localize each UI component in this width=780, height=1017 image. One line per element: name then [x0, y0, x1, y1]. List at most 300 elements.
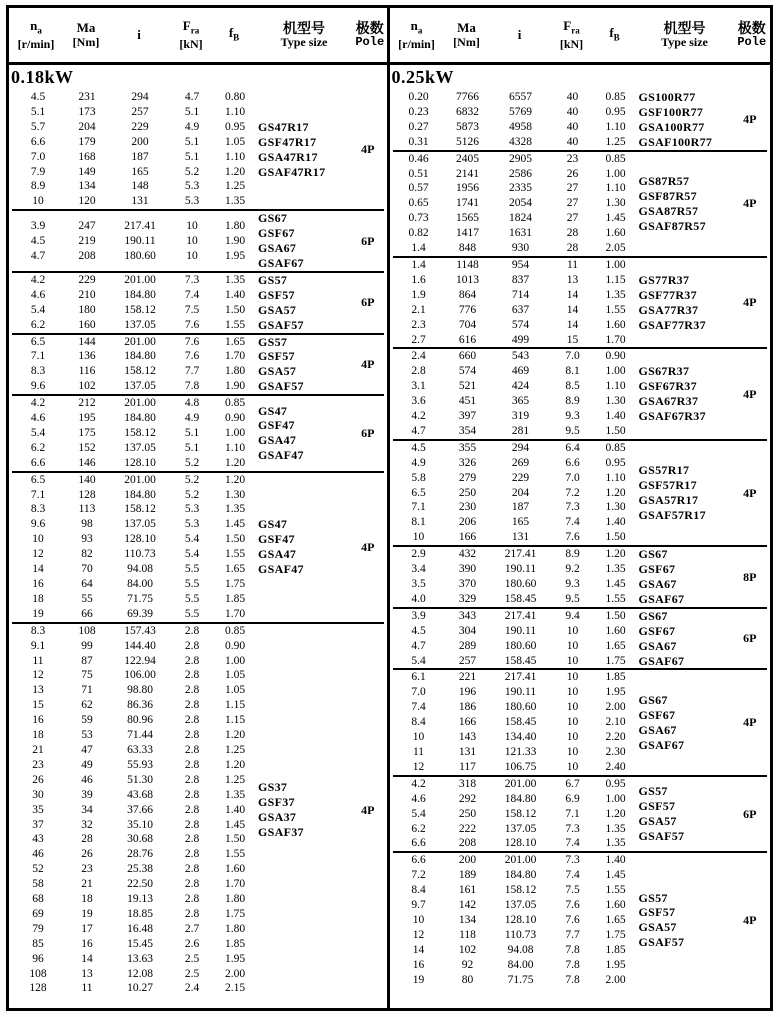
table-cell: 9.7: [411, 899, 426, 912]
table-cell: 247: [78, 219, 96, 232]
table-cell: 16.48: [127, 922, 153, 935]
type-size-label: GSF67: [638, 562, 676, 577]
table-cell: 2.8: [184, 699, 200, 712]
table-cell: 13: [81, 967, 93, 980]
header-unit: Type size: [661, 35, 708, 49]
table-half-0-25kw: [390, 8, 771, 1008]
table-row: [393, 471, 639, 486]
table-cell: 160: [78, 318, 96, 331]
pole-label: 4P: [361, 802, 375, 817]
table-row: [393, 273, 639, 288]
table-cell: 0.85: [224, 397, 246, 410]
table-cell: 1.10: [224, 105, 246, 118]
table-cell: 7.4: [184, 288, 200, 301]
table-cell: 1.40: [224, 288, 246, 301]
table-cell: 75: [81, 669, 93, 682]
table-cell: 1.10: [224, 150, 246, 163]
table-cell: 15.45: [127, 937, 153, 950]
table-cell: 1.55: [224, 848, 246, 861]
table-cell: 12: [412, 760, 425, 773]
table-cell: 2.8: [184, 654, 200, 667]
table-row: [12, 952, 258, 967]
type-size-label: GSF47R17: [258, 134, 317, 149]
table-cell: 10: [566, 624, 579, 637]
table-cell: 6.5: [30, 335, 46, 348]
table-cell: 184.80: [124, 412, 156, 425]
table-cell: 1.40: [605, 410, 626, 423]
table-cell: 6557: [509, 91, 532, 103]
table-cell: 116: [78, 365, 96, 378]
table-cell: 1.35: [605, 822, 626, 835]
table-cell: 2.6: [184, 937, 200, 950]
table-cell: 1.15: [224, 714, 246, 727]
header-cell-3: [550, 19, 594, 52]
group-models: [639, 463, 739, 523]
type-size-label: GS87R57: [638, 173, 690, 188]
table-row: [12, 847, 258, 862]
type-size-label: GS47R17: [258, 119, 309, 134]
table-cell: 0.23: [408, 105, 429, 118]
table-cell: 21: [32, 743, 44, 756]
table-cell: 180.60: [504, 701, 537, 714]
table-cell: 370: [458, 578, 477, 590]
table-cell: 1.85: [605, 671, 626, 684]
table-cell: 69.39: [127, 607, 153, 620]
table-cell: 18: [81, 893, 93, 906]
table-cell: 2.7: [184, 922, 200, 935]
table-cell: 1.40: [605, 516, 626, 529]
table-cell: 1.45: [605, 578, 626, 590]
table-row: [393, 196, 639, 211]
table-cell: 168: [78, 150, 96, 163]
table-cell: 55: [81, 592, 93, 605]
table-cell: 4.5: [411, 624, 426, 637]
type-group: [12, 209, 384, 271]
table-cell: 93: [81, 533, 93, 546]
header-label-subscript: B: [233, 32, 240, 43]
table-cell: 186: [458, 701, 477, 714]
table-cell: 210: [78, 288, 96, 301]
header-unit: Pole: [737, 35, 767, 49]
table-cell: 1.05: [224, 135, 246, 148]
table-row: [393, 913, 639, 928]
table-cell: 2.8: [184, 878, 200, 891]
type-size-label: GSA57R17: [638, 493, 699, 508]
table-row: [393, 379, 639, 394]
table-cell: 1.85: [224, 937, 246, 950]
table-cell: 5.5: [184, 607, 200, 620]
table-cell: 7.4: [565, 869, 580, 882]
table-row: [393, 700, 639, 715]
pole-label: 4P: [743, 386, 757, 401]
table-cell: 1.45: [224, 818, 246, 831]
table-cell: 714: [511, 288, 530, 301]
table-cell: 4328: [509, 135, 532, 148]
table-row: [393, 120, 639, 135]
group-data: [12, 219, 258, 264]
table-cell: 175: [78, 426, 96, 439]
table-cell: 6.5: [30, 473, 46, 486]
table-cell: 2.8: [184, 743, 200, 756]
table-cell: 219: [78, 234, 96, 247]
type-size-label: GSAF67: [638, 653, 685, 668]
table-row: [12, 773, 258, 788]
table-cell: 1631: [509, 227, 532, 240]
type-size-label: GS67: [258, 211, 288, 226]
table-cell: 8.4: [411, 884, 426, 897]
type-size-label: GSF57: [638, 799, 676, 814]
table-cell: 4.9: [411, 456, 426, 469]
table-cell: 40: [566, 120, 579, 133]
header-unit: [kN]: [179, 37, 203, 52]
table-cell: 2.8: [184, 714, 200, 727]
table-cell: 5.3: [184, 195, 200, 208]
table-cell: 8.1: [411, 516, 426, 529]
table-cell: 37: [32, 818, 44, 831]
table-cell: 102: [458, 943, 477, 956]
table-cell: 70: [81, 563, 93, 576]
table-cell: 137.05: [504, 899, 537, 912]
table-row: [393, 624, 639, 639]
header-cell-1: [63, 21, 109, 49]
table-cell: 80: [461, 973, 474, 986]
table-cell: 118: [459, 928, 476, 941]
table-cell: 7.9: [30, 165, 46, 178]
table-cell: 1.95: [605, 686, 626, 699]
table-cell: 7.3: [565, 822, 580, 835]
type-size-label: GSAF57: [638, 828, 685, 843]
table-cell: 954: [511, 258, 530, 271]
table-cell: 128: [29, 982, 47, 995]
table-cell: 1.95: [605, 958, 626, 971]
table-cell: 4.6: [411, 792, 426, 805]
table-row: [12, 303, 258, 318]
table-cell: 15: [32, 699, 44, 712]
table-row: [393, 792, 639, 807]
table-cell: 7.6: [184, 335, 200, 348]
table-cell: 71.75: [507, 973, 534, 986]
type-size-label: GSAF57R17: [638, 507, 706, 522]
table-cell: 1.40: [224, 803, 246, 816]
table-cell: 17: [81, 922, 93, 935]
table-row: [12, 607, 258, 622]
type-group: [393, 256, 768, 347]
table-row: [393, 152, 639, 167]
type-size-label: GS67: [638, 608, 668, 623]
table-cell: 7.7: [565, 928, 580, 941]
table-row: [393, 424, 639, 439]
table-row: [12, 547, 258, 562]
table-cell: 469: [511, 365, 530, 378]
table-cell: 58: [32, 878, 44, 891]
table-cell: 5.7: [30, 120, 46, 133]
table-row: [393, 898, 639, 913]
table-row: [393, 409, 639, 424]
group-models: [639, 364, 739, 424]
table-cell: 5.2: [184, 488, 200, 501]
table-cell: 140: [78, 473, 96, 486]
table-cell: 2.20: [605, 731, 626, 744]
table-cell: 7.3: [565, 854, 580, 867]
table-row: [12, 456, 258, 471]
table-cell: 6.6: [411, 837, 426, 850]
table-cell: 134: [78, 180, 96, 193]
table-row: [12, 273, 258, 288]
table-cell: 1.85: [224, 592, 246, 605]
table-cell: 1.10: [605, 120, 626, 133]
table-cell: 19: [412, 973, 425, 986]
table-cell: 99: [81, 639, 93, 652]
table-cell: 2.8: [184, 848, 200, 861]
table-cell: 26: [566, 167, 579, 180]
type-size-label: GSA77R37: [638, 302, 699, 317]
table-cell: 46: [32, 848, 44, 861]
table-cell: 0.90: [224, 412, 246, 425]
table-cell: 2.8: [184, 863, 200, 876]
table-cell: 79: [32, 922, 44, 935]
table-cell: 2.4: [184, 982, 200, 995]
group-data: [393, 258, 639, 347]
table-cell: 1.30: [224, 488, 246, 501]
type-size-label: GSA67: [638, 638, 677, 653]
type-size-label: GS57: [258, 272, 288, 287]
table-cell: 121.33: [504, 745, 537, 758]
table-cell: 158.12: [124, 365, 156, 378]
table-cell: 26: [32, 773, 44, 786]
group-data: [12, 624, 258, 997]
header-label-subscript: ra: [190, 25, 200, 36]
header-cell-4: [213, 26, 255, 45]
table-cell: 26: [81, 848, 93, 861]
table-cell: 1.80: [224, 922, 246, 935]
table-row: [12, 577, 258, 592]
table-cell: 35.10: [127, 818, 153, 831]
table-cell: 6.9: [565, 792, 580, 805]
group-models: [258, 404, 358, 464]
table-cell: 7.1: [30, 350, 46, 363]
table-row: [393, 836, 639, 851]
header-label: 机型号: [283, 20, 325, 36]
table-cell: 137.05: [124, 518, 156, 531]
table-cell: 1.30: [605, 395, 626, 408]
table-cell: 1148: [456, 258, 479, 271]
table-cell: 7.6: [184, 318, 200, 331]
header-unit: [Nm]: [453, 35, 480, 49]
group-data: [12, 396, 258, 471]
table-cell: 108: [78, 624, 96, 637]
table-cell: 173: [78, 105, 96, 118]
type-group: [12, 622, 384, 997]
type-size-label: GSAF47: [258, 562, 304, 577]
table-cell: 6.1: [411, 671, 426, 684]
type-size-label: GSA57: [638, 814, 677, 829]
table-cell: 14: [81, 952, 93, 965]
table-cell: 4.0: [411, 592, 426, 605]
table-cell: 179: [78, 135, 96, 148]
table-cell: 217.41: [124, 219, 156, 232]
table-cell: 14: [566, 318, 579, 331]
table-cell: 16: [412, 958, 425, 971]
table-cell: 4.2: [411, 777, 426, 790]
table-row: [12, 234, 258, 249]
table-cell: 8.9: [565, 548, 580, 561]
table-cell: 1013: [456, 273, 479, 286]
table-cell: 1.65: [224, 563, 246, 576]
table-cell: 319: [511, 410, 530, 423]
table-cell: 2586: [509, 167, 532, 180]
table-cell: 1.10: [605, 182, 626, 195]
table-cell: 134: [458, 913, 477, 926]
table-cell: 184.80: [504, 792, 537, 805]
type-group: [393, 668, 768, 774]
table-cell: 1.6: [411, 273, 426, 286]
table-cell: 660: [458, 350, 477, 363]
table-cell: 2.8: [184, 624, 200, 637]
table-cell: 52: [32, 863, 44, 876]
table-cell: 165: [511, 516, 530, 529]
table-cell: 134.40: [504, 731, 537, 744]
table-cell: 195: [78, 412, 96, 425]
header-label-subscript: B: [613, 32, 620, 43]
table-row: [393, 515, 639, 530]
table-row: [12, 379, 258, 394]
table-cell: 0.85: [605, 441, 626, 454]
table-cell: 9.4: [565, 609, 580, 622]
table-cell: 158.45: [504, 654, 537, 667]
table-cell: 5873: [456, 120, 479, 133]
table-cell: 208: [458, 837, 477, 850]
table-cell: 1.70: [224, 350, 246, 363]
header-cell-3: [169, 19, 213, 52]
table-cell: 6.6: [565, 456, 580, 469]
type-size-label: GSAF67: [638, 591, 685, 606]
type-size-label: GSF77R37: [638, 287, 697, 302]
table-cell: 2405: [456, 152, 479, 165]
table-cell: 1.25: [224, 773, 246, 786]
table-cell: 131: [458, 745, 477, 758]
table-cell: 128: [78, 488, 96, 501]
table-cell: 68: [32, 893, 44, 906]
type-group: [393, 607, 768, 669]
table-row: [12, 668, 258, 683]
table-row: [12, 90, 258, 105]
table-cell: 19: [81, 907, 93, 920]
table-cell: 22.50: [127, 878, 153, 891]
type-size-label: GSAF57: [258, 317, 304, 332]
table-row: [12, 967, 258, 982]
group-data: [393, 670, 639, 774]
table-cell: 189: [458, 869, 477, 882]
table-row: [393, 486, 639, 501]
header-cell-1: [444, 21, 490, 49]
table-cell: 47: [81, 743, 93, 756]
table-cell: 2.8: [184, 788, 200, 801]
table-cell: 122.94: [124, 654, 156, 667]
table-cell: 1.55: [224, 548, 246, 561]
table-cell: 10: [566, 671, 579, 684]
table-cell: 1.65: [224, 335, 246, 348]
type-size-label: GSAF67: [258, 255, 304, 270]
table-cell: 7.4: [565, 837, 580, 850]
group-models: [258, 273, 358, 333]
table-cell: 1.35: [224, 195, 246, 208]
table-row: [393, 303, 639, 318]
table-row: [12, 981, 258, 996]
table-cell: 149: [78, 165, 96, 178]
table-cell: 837: [511, 273, 530, 286]
table-cell: 166: [458, 716, 477, 729]
table-cell: 7.5: [184, 303, 200, 316]
table-cell: 1.75: [605, 654, 626, 667]
table-cell: 864: [458, 288, 477, 301]
table-row: [12, 907, 258, 922]
table-cell: 1417: [456, 227, 479, 240]
table-cell: 2054: [509, 197, 532, 210]
table-cell: 158.45: [504, 716, 537, 729]
table-cell: 201.00: [504, 854, 537, 867]
table-row: [393, 973, 639, 988]
table-cell: 9.6: [30, 380, 46, 393]
type-size-label: GSF100R77: [638, 104, 704, 119]
table-cell: 354: [458, 424, 477, 437]
table-cell: 5.5: [184, 578, 200, 590]
table-cell: 7.8: [565, 958, 580, 971]
table-cell: 94.08: [127, 563, 153, 576]
table-cell: 4.5: [30, 91, 46, 103]
table-row: [12, 654, 258, 669]
table-cell: 229: [511, 471, 530, 484]
table-cell: 180.60: [504, 578, 537, 590]
table-row: [12, 728, 258, 743]
table-cell: 4.7: [411, 639, 426, 652]
table-cell: 4958: [509, 120, 532, 133]
table-row: [12, 592, 258, 607]
table-cell: 2.3: [411, 318, 426, 331]
table-cell: 165: [131, 165, 149, 178]
table-cell: 1.10: [605, 471, 626, 484]
table-cell: 187: [511, 501, 530, 514]
table-cell: 217.41: [504, 671, 537, 684]
table-cell: 451: [458, 395, 477, 408]
table-cell: 10: [412, 913, 425, 926]
type-size-label: GSA47: [258, 433, 297, 448]
table-cell: 1741: [456, 197, 479, 210]
column-header-row: [9, 8, 387, 65]
table-row: [393, 456, 639, 471]
table-cell: 2.00: [605, 701, 626, 714]
table-cell: 0.51: [408, 167, 429, 180]
table-cell: 5.4: [184, 548, 200, 561]
table-cell: 8.4: [411, 716, 426, 729]
table-cell: 1.55: [605, 884, 626, 897]
table-cell: 15: [566, 333, 579, 346]
table-cell: 53: [81, 729, 93, 742]
pole-label: 4P: [361, 142, 375, 157]
table-cell: 8.3: [30, 624, 46, 637]
header-label: $f_B$: [609, 24, 620, 43]
table-cell: 30: [32, 788, 44, 801]
table-row: [12, 135, 258, 150]
type-size-label: GSAF37: [258, 824, 304, 839]
table-row: [393, 868, 639, 883]
table-cell: 55.93: [127, 758, 153, 771]
table-cell: 1.00: [605, 167, 626, 180]
table-cell: 229: [131, 120, 149, 133]
table-cell: 2.4: [411, 350, 426, 363]
header-unit: Pole: [355, 35, 385, 49]
table-row: [393, 562, 639, 577]
table-cell: 250: [458, 807, 477, 820]
